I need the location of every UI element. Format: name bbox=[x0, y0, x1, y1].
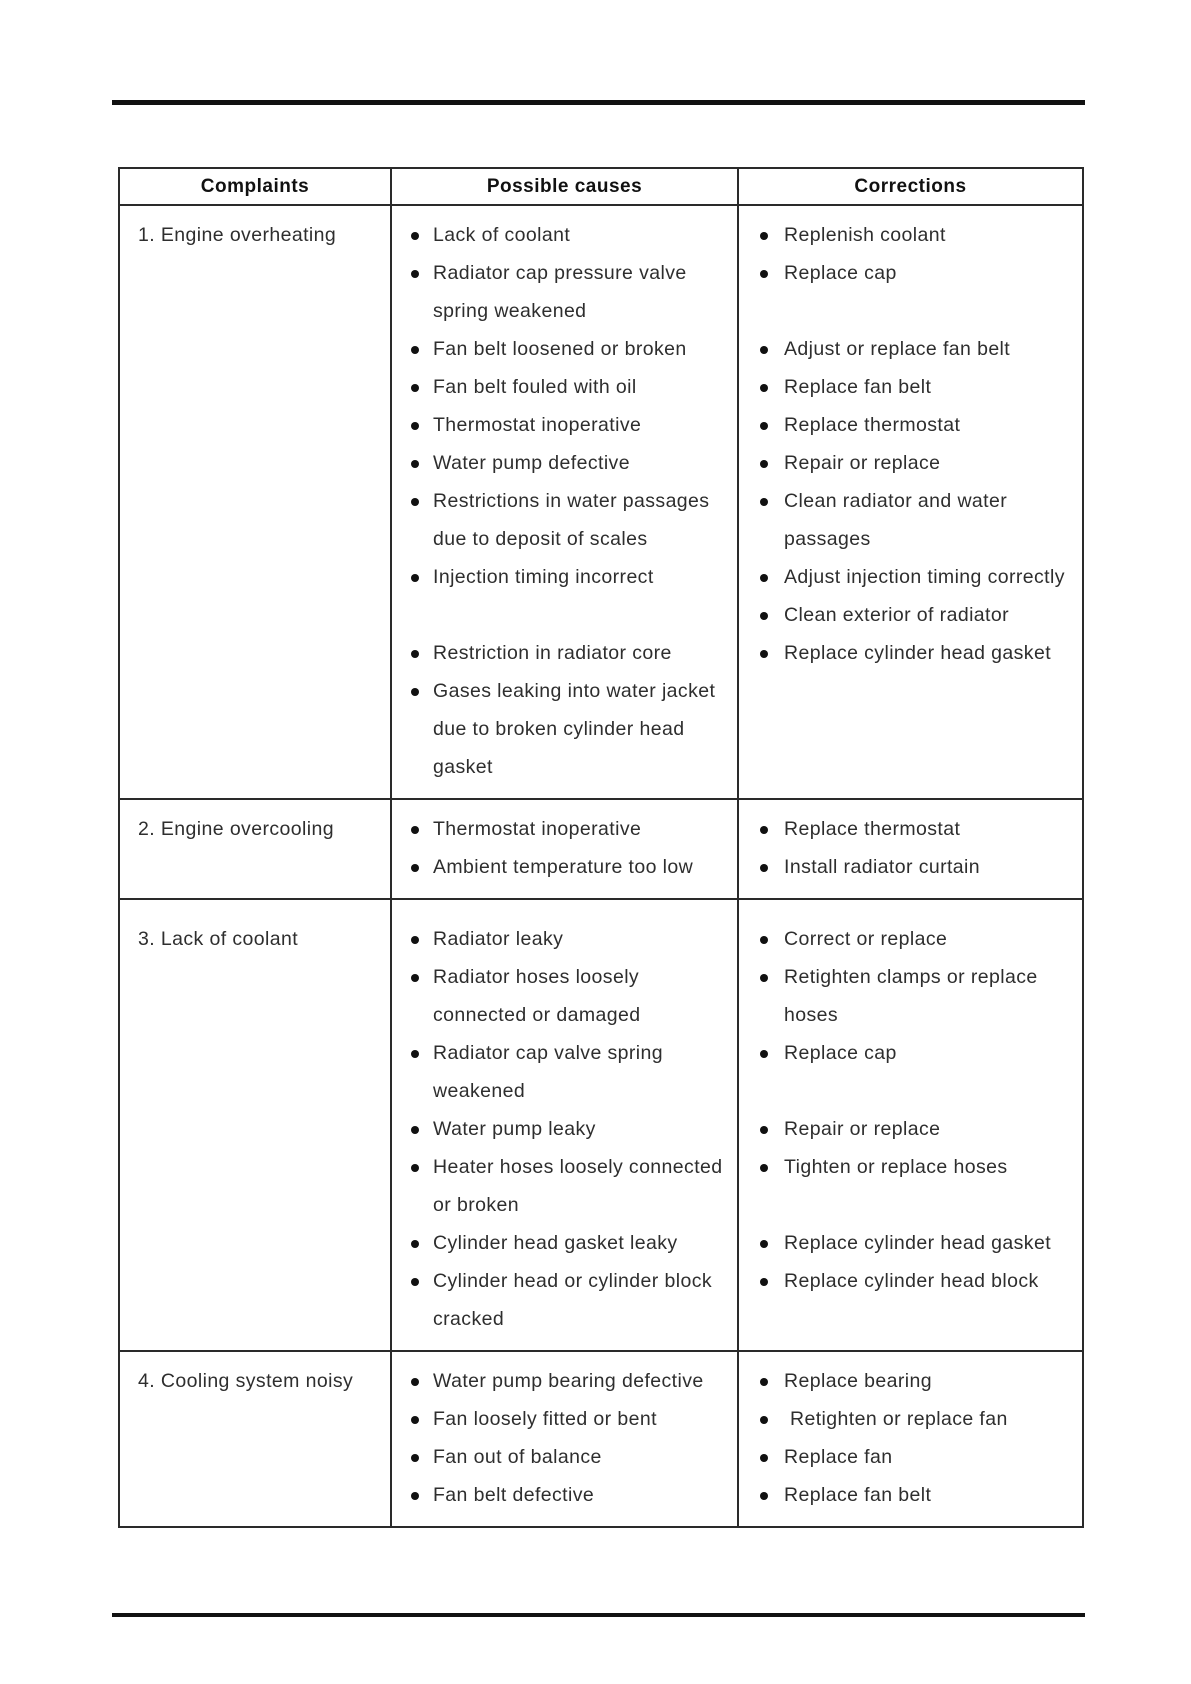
corrections-cell bbox=[738, 1351, 1083, 1527]
correction-item: Replace cylinder head gasket bbox=[739, 634, 1082, 672]
table-row-engine-overheating bbox=[119, 205, 1083, 799]
spacer-cell bbox=[119, 899, 391, 910]
correction-item: Replace cap bbox=[739, 1034, 1082, 1110]
column-header-complaints: Complaints bbox=[119, 168, 391, 205]
corrections-cell bbox=[738, 799, 1083, 899]
correction-item: Replace fan bbox=[739, 1438, 1082, 1476]
complaint-cell: 3. Lack of coolant bbox=[119, 910, 391, 1351]
correction-item: Replace cylinder head block bbox=[739, 1262, 1082, 1300]
complaint-cell: 2. Engine overcooling bbox=[119, 799, 391, 899]
corrections-list bbox=[739, 920, 1082, 1300]
correction-item: Adjust or replace fan belt bbox=[739, 330, 1082, 368]
cause-item: Water pump defective bbox=[392, 444, 737, 482]
spacer-cell bbox=[738, 899, 1083, 910]
correction-item: Replace fan belt bbox=[739, 368, 1082, 406]
correction-item: Adjust injection timing correctly bbox=[739, 558, 1082, 596]
causes-list bbox=[392, 920, 737, 1338]
correction-item: Repair or replace bbox=[739, 1110, 1082, 1148]
footer-rule bbox=[112, 1613, 1085, 1617]
cause-item: Radiator leaky bbox=[392, 920, 737, 958]
causes-list bbox=[392, 1362, 737, 1514]
column-header-corrections: Corrections bbox=[738, 168, 1083, 205]
causes-cell bbox=[391, 205, 738, 799]
troubleshooting-table bbox=[118, 167, 1084, 1528]
cause-item: Thermostat inoperative bbox=[392, 810, 737, 848]
header-rule bbox=[112, 100, 1085, 105]
correction-item: Repair or replace bbox=[739, 444, 1082, 482]
cause-item: Fan belt fouled with oil bbox=[392, 368, 737, 406]
cause-item: Radiator cap valve spring weakened bbox=[392, 1034, 737, 1110]
cause-item: Heater hoses loosely connected or broken bbox=[392, 1148, 737, 1224]
correction-item: Clean exterior of radiator bbox=[739, 596, 1082, 634]
spacer-cell bbox=[391, 899, 738, 910]
table-header-row bbox=[119, 168, 1083, 205]
corrections-list bbox=[739, 1362, 1082, 1514]
cause-item: Cylinder head or cylinder block cracked bbox=[392, 1262, 737, 1338]
table-row-lack-of-coolant bbox=[119, 910, 1083, 1351]
corrections-list bbox=[739, 810, 1082, 886]
correction-item: Correct or replace bbox=[739, 920, 1082, 958]
correction-item: Retighten or replace fan bbox=[739, 1400, 1082, 1438]
complaint-cell: 4. Cooling system noisy bbox=[119, 1351, 391, 1527]
table-row-cooling-system-noisy bbox=[119, 1351, 1083, 1527]
cause-item: Lack of coolant bbox=[392, 216, 737, 254]
correction-item: Install radiator curtain bbox=[739, 848, 1082, 886]
correction-item: Replace bearing bbox=[739, 1362, 1082, 1400]
corrections-list bbox=[739, 216, 1082, 672]
causes-cell bbox=[391, 910, 738, 1351]
correction-item: Replace cylinder head gasket bbox=[739, 1224, 1082, 1262]
causes-cell bbox=[391, 799, 738, 899]
corrections-cell bbox=[738, 910, 1083, 1351]
cause-item: Water pump bearing defective bbox=[392, 1362, 737, 1400]
column-header-causes: Possible causes bbox=[391, 168, 738, 205]
correction-item: Replenish coolant bbox=[739, 216, 1082, 254]
cause-item: Restrictions in water passages due to deposit of scales bbox=[392, 482, 737, 558]
complaint-cell: 1. Engine overheating bbox=[119, 205, 391, 799]
correction-item: Retighten clamps or replace hoses bbox=[739, 958, 1082, 1034]
cause-item: Fan belt loosened or broken bbox=[392, 330, 737, 368]
cause-item: Fan belt defective bbox=[392, 1476, 737, 1514]
cause-item: Thermostat inoperative bbox=[392, 406, 737, 444]
cause-item: Ambient temperature too low bbox=[392, 848, 737, 886]
row-spacer bbox=[119, 899, 1083, 910]
correction-item: Tighten or replace hoses bbox=[739, 1148, 1082, 1224]
cause-item: Radiator cap pressure valve spring weakened bbox=[392, 254, 737, 330]
cause-item: Cylinder head gasket leaky bbox=[392, 1224, 737, 1262]
cause-item: Water pump leaky bbox=[392, 1110, 737, 1148]
cause-item: Injection timing incorrect bbox=[392, 558, 737, 634]
cause-item: Restriction in radiator core bbox=[392, 634, 737, 672]
cause-item: Fan loosely fitted or bent bbox=[392, 1400, 737, 1438]
table-row-engine-overcooling bbox=[119, 799, 1083, 899]
correction-item: Replace thermostat bbox=[739, 810, 1082, 848]
cause-item: Fan out of balance bbox=[392, 1438, 737, 1476]
correction-item: Replace thermostat bbox=[739, 406, 1082, 444]
correction-item: Clean radiator and water passages bbox=[739, 482, 1082, 558]
correction-item: Replace cap bbox=[739, 254, 1082, 330]
correction-item: Replace fan belt bbox=[739, 1476, 1082, 1514]
corrections-cell bbox=[738, 205, 1083, 799]
cause-item: Radiator hoses loosely connected or damaged bbox=[392, 958, 737, 1034]
causes-list bbox=[392, 810, 737, 886]
cause-item: Gases leaking into water jacket due to broken cylinder head gasket bbox=[392, 672, 737, 786]
causes-cell bbox=[391, 1351, 738, 1527]
causes-list bbox=[392, 216, 737, 786]
